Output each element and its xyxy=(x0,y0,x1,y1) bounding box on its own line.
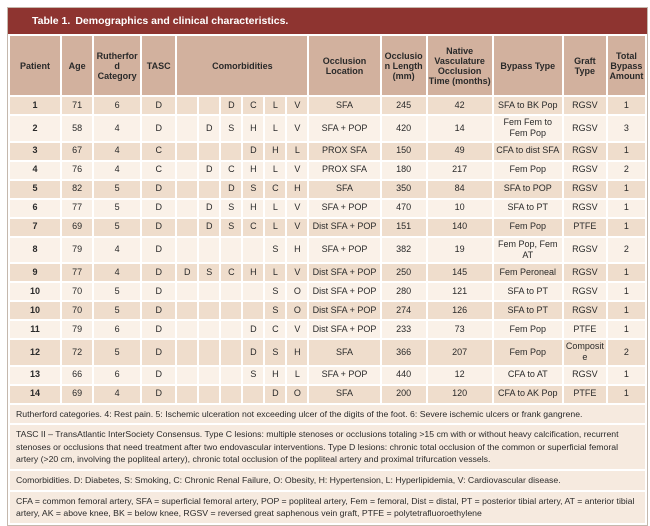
cell-total-bypass: 1 xyxy=(608,181,645,198)
table-row xyxy=(10,340,645,365)
cell-rutherford: 6 xyxy=(94,321,140,338)
cell-age: 77 xyxy=(62,200,92,217)
cell-comorbidity: V xyxy=(287,97,307,114)
footnote: TASC II – TransAtlantic InterSociety Consensus. Type C lesions: multiple stenoses or occlusions totaling >15 cm with or without heavy calcification, recurrent stenoses or occlusions that need treatment after two endovascular interventions. Type D lesions: chronic total occlusion of the common or superficial femoral artery (>20 cm, involving the popliteal artery), chronic total occlusion of the popliteal artery and proximal trifurcation vessels. xyxy=(10,425,645,469)
cell-comorbidity: D xyxy=(221,181,241,198)
cell-tasc: D xyxy=(142,302,175,319)
cell-comorbidity: S xyxy=(221,116,241,141)
cell-occlusion-length: 233 xyxy=(382,321,426,338)
cell-occlusion-location: SFA xyxy=(309,386,379,403)
cell-comorbidity xyxy=(199,321,219,338)
cell-graft-type: Composite xyxy=(564,340,606,365)
cell-tasc: D xyxy=(142,386,175,403)
table-title-caption: Demographics and clinical characteristics. xyxy=(75,15,289,27)
col-header-tasc: TASC xyxy=(142,36,175,95)
cell-comorbidity: D xyxy=(265,386,285,403)
cell-comorbidity xyxy=(199,283,219,300)
cell-rutherford: 4 xyxy=(94,162,140,179)
cell-comorbidity: S xyxy=(199,264,219,281)
cell-comorbidity xyxy=(177,283,197,300)
cell-comorbidity: H xyxy=(265,143,285,160)
table-row xyxy=(10,143,645,160)
cell-total-bypass: 2 xyxy=(608,340,645,365)
cell-comorbidity: S xyxy=(265,283,285,300)
cell-total-bypass: 2 xyxy=(608,238,645,263)
cell-occlusion-length: 420 xyxy=(382,116,426,141)
table-row xyxy=(10,116,645,141)
col-header-comorbidities: Comorbidities xyxy=(177,36,307,95)
cell-rutherford: 5 xyxy=(94,283,140,300)
cell-comorbidity xyxy=(177,219,197,236)
table-row xyxy=(10,386,645,403)
cell-comorbidity: C xyxy=(265,321,285,338)
cell-occlusion-length: 200 xyxy=(382,386,426,403)
cell-occlusion-location: SFA + POP xyxy=(309,200,379,217)
table-row xyxy=(10,238,645,263)
cell-comorbidity xyxy=(221,302,241,319)
cell-total-bypass: 1 xyxy=(608,321,645,338)
cell-patient: 6 xyxy=(10,200,60,217)
cell-comorbidity xyxy=(177,238,197,263)
cell-graft-type: RGSV xyxy=(564,116,606,141)
cell-occlusion-time: 10 xyxy=(428,200,492,217)
table-title-label: Table 1. xyxy=(32,15,71,27)
cell-comorbidity: H xyxy=(265,367,285,384)
cell-patient: 9 xyxy=(10,264,60,281)
col-header-age: Age xyxy=(62,36,92,95)
cell-bypass-type: Fem Pop xyxy=(494,219,562,236)
cell-rutherford: 4 xyxy=(94,116,140,141)
cell-comorbidity xyxy=(221,321,241,338)
cell-comorbidity: D xyxy=(243,143,263,160)
cell-age: 66 xyxy=(62,367,92,384)
cell-comorbidity xyxy=(221,386,241,403)
cell-occlusion-length: 274 xyxy=(382,302,426,319)
cell-comorbidity xyxy=(221,238,241,263)
cell-patient: 8 xyxy=(10,238,60,263)
cell-bypass-type: Fem Pop xyxy=(494,162,562,179)
cell-rutherford: 4 xyxy=(94,264,140,281)
cell-comorbidity: S xyxy=(265,340,285,365)
cell-comorbidity: C xyxy=(243,219,263,236)
cell-occlusion-location: Dist SFA + POP xyxy=(309,321,379,338)
cell-occlusion-time: 126 xyxy=(428,302,492,319)
cell-tasc: D xyxy=(142,116,175,141)
cell-total-bypass: 1 xyxy=(608,264,645,281)
cell-comorbidity: H xyxy=(287,238,307,263)
cell-comorbidity xyxy=(199,97,219,114)
cell-total-bypass: 1 xyxy=(608,143,645,160)
cell-occlusion-length: 366 xyxy=(382,340,426,365)
cell-occlusion-length: 250 xyxy=(382,264,426,281)
cell-rutherford: 5 xyxy=(94,302,140,319)
cell-comorbidity: O xyxy=(287,386,307,403)
cell-total-bypass: 1 xyxy=(608,302,645,319)
cell-tasc: D xyxy=(142,264,175,281)
cell-comorbidity xyxy=(221,367,241,384)
cell-occlusion-time: 121 xyxy=(428,283,492,300)
cell-occlusion-length: 150 xyxy=(382,143,426,160)
cell-comorbidity: L xyxy=(287,367,307,384)
cell-tasc: D xyxy=(142,97,175,114)
cell-patient: 11 xyxy=(10,321,60,338)
cell-comorbidity: C xyxy=(221,162,241,179)
cell-bypass-type: Fem Pop xyxy=(494,340,562,365)
cell-comorbidity: H xyxy=(243,116,263,141)
cell-tasc: D xyxy=(142,181,175,198)
cell-occlusion-time: 84 xyxy=(428,181,492,198)
col-header-patient: Patient xyxy=(10,36,60,95)
cell-occlusion-time: 14 xyxy=(428,116,492,141)
cell-occlusion-length: 382 xyxy=(382,238,426,263)
cell-age: 69 xyxy=(62,219,92,236)
cell-occlusion-length: 470 xyxy=(382,200,426,217)
cell-comorbidity xyxy=(199,367,219,384)
cell-comorbidity: S xyxy=(221,219,241,236)
cell-patient: 10 xyxy=(10,283,60,300)
table-row xyxy=(10,219,645,236)
cell-patient: 12 xyxy=(10,340,60,365)
cell-occlusion-length: 151 xyxy=(382,219,426,236)
cell-comorbidity xyxy=(177,367,197,384)
cell-bypass-type: Fem Pop, Fem AT xyxy=(494,238,562,263)
cell-patient: 5 xyxy=(10,181,60,198)
cell-graft-type: RGSV xyxy=(564,181,606,198)
cell-tasc: D xyxy=(142,283,175,300)
cell-comorbidity xyxy=(243,238,263,263)
cell-comorbidity: S xyxy=(265,238,285,263)
cell-occlusion-location: SFA + POP xyxy=(309,116,379,141)
cell-occlusion-length: 350 xyxy=(382,181,426,198)
table-row xyxy=(10,283,645,300)
cell-comorbidity xyxy=(177,340,197,365)
cell-comorbidity: D xyxy=(243,321,263,338)
cell-graft-type: RGSV xyxy=(564,97,606,114)
cell-age: 79 xyxy=(62,321,92,338)
cell-graft-type: RGSV xyxy=(564,264,606,281)
cell-age: 67 xyxy=(62,143,92,160)
cell-patient: 3 xyxy=(10,143,60,160)
cell-occlusion-time: 145 xyxy=(428,264,492,281)
cell-comorbidity xyxy=(177,200,197,217)
footnote: Comorbidities. D: Diabetes, S: Smoking, C: Chronic Renal Failure, O: Obesity, H: Hypertension, L: Hyperlipidemia, V: Cardiovascular disease. xyxy=(10,471,645,490)
cell-graft-type: RGSV xyxy=(564,162,606,179)
cell-comorbidity xyxy=(177,143,197,160)
cell-occlusion-location: Dist SFA + POP xyxy=(309,219,379,236)
cell-occlusion-location: SFA + POP xyxy=(309,367,379,384)
cell-comorbidity xyxy=(177,162,197,179)
header-row xyxy=(10,36,645,95)
cell-comorbidity xyxy=(221,340,241,365)
cell-patient: 13 xyxy=(10,367,60,384)
table-row xyxy=(10,264,645,281)
cell-comorbidity: S xyxy=(221,200,241,217)
cell-comorbidity: V xyxy=(287,321,307,338)
cell-comorbidity: S xyxy=(265,302,285,319)
cell-graft-type: PTFE xyxy=(564,219,606,236)
cell-graft-type: RGSV xyxy=(564,143,606,160)
cell-rutherford: 4 xyxy=(94,386,140,403)
cell-rutherford: 5 xyxy=(94,219,140,236)
cell-comorbidity xyxy=(177,116,197,141)
cell-graft-type: PTFE xyxy=(564,386,606,403)
cell-occlusion-location: PROX SFA xyxy=(309,143,379,160)
cell-comorbidity: V xyxy=(287,200,307,217)
cell-rutherford: 5 xyxy=(94,200,140,217)
cell-rutherford: 6 xyxy=(94,367,140,384)
cell-comorbidity xyxy=(199,340,219,365)
cell-bypass-type: SFA to POP xyxy=(494,181,562,198)
cell-comorbidity: H xyxy=(243,200,263,217)
cell-comorbidity: V xyxy=(287,264,307,281)
col-header-total-bypass: Total Bypass Amount xyxy=(608,36,645,95)
cell-comorbidity: O xyxy=(287,302,307,319)
table-row xyxy=(10,97,645,114)
cell-comorbidity: V xyxy=(287,162,307,179)
footnote: CFA = common femoral artery, SFA = superficial femoral artery, POP = popliteal artery, Fem = femoral, Dist = distal, PT = posterior tibial artery, AT = anterior tibial artery, AK = above knee, BK = below knee, RGSV = reversed great saphenous vein graft, PTFE = polytetrafluoroethylene xyxy=(10,492,645,523)
table-row xyxy=(10,162,645,179)
cell-occlusion-location: Dist SFA + POP xyxy=(309,264,379,281)
cell-graft-type: RGSV xyxy=(564,283,606,300)
cell-age: 70 xyxy=(62,302,92,319)
cell-tasc: D xyxy=(142,340,175,365)
cell-age: 79 xyxy=(62,238,92,263)
cell-bypass-type: CFA to dist SFA xyxy=(494,143,562,160)
cell-occlusion-location: SFA xyxy=(309,340,379,365)
cell-age: 77 xyxy=(62,264,92,281)
cell-tasc: D xyxy=(142,200,175,217)
cell-total-bypass: 1 xyxy=(608,386,645,403)
cell-occlusion-location: SFA + POP xyxy=(309,238,379,263)
cell-total-bypass: 1 xyxy=(608,219,645,236)
col-header-occlusion-location: Occlusion Location xyxy=(309,36,379,95)
cell-patient: 1 xyxy=(10,97,60,114)
cell-graft-type: RGSV xyxy=(564,200,606,217)
cell-patient: 10 xyxy=(10,302,60,319)
cell-rutherford: 6 xyxy=(94,97,140,114)
col-header-bypass-type: Bypass Type xyxy=(494,36,562,95)
cell-age: 76 xyxy=(62,162,92,179)
cell-bypass-type: CFA to AT xyxy=(494,367,562,384)
cell-comorbidity: L xyxy=(265,200,285,217)
cell-comorbidity: L xyxy=(265,116,285,141)
cell-comorbidity: D xyxy=(199,200,219,217)
table-card xyxy=(7,7,648,526)
cell-occlusion-length: 440 xyxy=(382,367,426,384)
cell-total-bypass: 1 xyxy=(608,200,645,217)
cell-comorbidity: L xyxy=(265,219,285,236)
cell-bypass-type: SFA to PT xyxy=(494,283,562,300)
cell-age: 70 xyxy=(62,283,92,300)
cell-comorbidity xyxy=(221,143,241,160)
cell-age: 72 xyxy=(62,340,92,365)
cell-occlusion-time: 19 xyxy=(428,238,492,263)
table-row xyxy=(10,302,645,319)
cell-comorbidity xyxy=(199,143,219,160)
cell-graft-type: RGSV xyxy=(564,238,606,263)
cell-comorbidity xyxy=(177,386,197,403)
cell-occlusion-location: SFA xyxy=(309,181,379,198)
cell-bypass-type: SFA to PT xyxy=(494,302,562,319)
cell-total-bypass: 1 xyxy=(608,367,645,384)
cell-comorbidity: D xyxy=(221,97,241,114)
cell-occlusion-time: 73 xyxy=(428,321,492,338)
cell-comorbidity xyxy=(199,238,219,263)
cell-comorbidity: C xyxy=(221,264,241,281)
cell-bypass-type: Fem Peroneal xyxy=(494,264,562,281)
cell-comorbidity: O xyxy=(287,283,307,300)
cell-comorbidity: S xyxy=(243,367,263,384)
cell-rutherford: 4 xyxy=(94,143,140,160)
cell-comorbidity: C xyxy=(243,97,263,114)
cell-occlusion-time: 140 xyxy=(428,219,492,236)
table-row xyxy=(10,200,645,217)
cell-occlusion-time: 42 xyxy=(428,97,492,114)
cell-comorbidity: D xyxy=(177,264,197,281)
cell-occlusion-length: 180 xyxy=(382,162,426,179)
cell-rutherford: 5 xyxy=(94,181,140,198)
cell-comorbidity: D xyxy=(199,116,219,141)
cell-total-bypass: 3 xyxy=(608,116,645,141)
cell-occlusion-location: PROX SFA xyxy=(309,162,379,179)
cell-bypass-type: CFA to AK Pop xyxy=(494,386,562,403)
cell-comorbidity xyxy=(177,321,197,338)
cell-comorbidity xyxy=(199,386,219,403)
cell-comorbidity xyxy=(177,97,197,114)
cell-total-bypass: 1 xyxy=(608,283,645,300)
col-header-graft-type: Graft Type xyxy=(564,36,606,95)
cell-tasc: D xyxy=(142,219,175,236)
cell-comorbidity xyxy=(243,302,263,319)
cell-age: 71 xyxy=(62,97,92,114)
cell-total-bypass: 2 xyxy=(608,162,645,179)
cell-comorbidity: S xyxy=(243,181,263,198)
cell-comorbidity: C xyxy=(265,181,285,198)
cell-occlusion-length: 245 xyxy=(382,97,426,114)
cell-comorbidity xyxy=(243,386,263,403)
cell-comorbidity: D xyxy=(199,219,219,236)
cell-comorbidity: L xyxy=(287,143,307,160)
footnotes-section xyxy=(8,405,647,523)
cell-tasc: D xyxy=(142,321,175,338)
cell-occlusion-location: Dist SFA + POP xyxy=(309,283,379,300)
cell-comorbidity xyxy=(199,302,219,319)
cell-graft-type: RGSV xyxy=(564,302,606,319)
cell-graft-type: PTFE xyxy=(564,321,606,338)
cell-occlusion-location: Dist SFA + POP xyxy=(309,302,379,319)
cell-comorbidity xyxy=(177,181,197,198)
table-body xyxy=(10,97,645,403)
cell-comorbidity xyxy=(243,283,263,300)
cell-age: 82 xyxy=(62,181,92,198)
cell-bypass-type: SFA to BK Pop xyxy=(494,97,562,114)
cell-comorbidity: L xyxy=(265,162,285,179)
cell-occlusion-length: 280 xyxy=(382,283,426,300)
demographics-table xyxy=(8,34,647,405)
cell-tasc: D xyxy=(142,367,175,384)
cell-comorbidity: L xyxy=(265,97,285,114)
cell-comorbidity: V xyxy=(287,116,307,141)
cell-tasc: D xyxy=(142,238,175,263)
table-row xyxy=(10,367,645,384)
cell-comorbidity: H xyxy=(287,181,307,198)
cell-comorbidity: L xyxy=(265,264,285,281)
cell-bypass-type: Fem Fem to Fem Pop xyxy=(494,116,562,141)
cell-occlusion-time: 207 xyxy=(428,340,492,365)
cell-rutherford: 4 xyxy=(94,238,140,263)
cell-bypass-type: Fem Pop xyxy=(494,321,562,338)
cell-comorbidity: D xyxy=(199,162,219,179)
col-header-occlusion-length: Occlusion Length (mm) xyxy=(382,36,426,95)
cell-patient: 4 xyxy=(10,162,60,179)
cell-comorbidity xyxy=(221,283,241,300)
cell-patient: 7 xyxy=(10,219,60,236)
col-header-occlusion-time: Native Vasculature Occlusion Time (months) xyxy=(428,36,492,95)
cell-comorbidity: H xyxy=(243,162,263,179)
cell-comorbidity: V xyxy=(287,219,307,236)
cell-comorbidity: H xyxy=(243,264,263,281)
cell-bypass-type: SFA to PT xyxy=(494,200,562,217)
table-title-bar xyxy=(8,8,647,34)
cell-occlusion-location: SFA xyxy=(309,97,379,114)
cell-comorbidity: D xyxy=(243,340,263,365)
cell-comorbidity xyxy=(199,181,219,198)
col-header-rutherford: Rutherford Category xyxy=(94,36,140,95)
cell-comorbidity: H xyxy=(287,340,307,365)
cell-patient: 2 xyxy=(10,116,60,141)
cell-graft-type: RGSV xyxy=(564,367,606,384)
cell-tasc: C xyxy=(142,143,175,160)
cell-age: 58 xyxy=(62,116,92,141)
table-row xyxy=(10,321,645,338)
cell-occlusion-time: 120 xyxy=(428,386,492,403)
cell-comorbidity xyxy=(177,302,197,319)
cell-occlusion-time: 49 xyxy=(428,143,492,160)
cell-total-bypass: 1 xyxy=(608,97,645,114)
cell-age: 69 xyxy=(62,386,92,403)
cell-occlusion-time: 12 xyxy=(428,367,492,384)
cell-tasc: C xyxy=(142,162,175,179)
footnote: Rutherford categories. 4: Rest pain. 5: Ischemic ulceration not exceeding ulcer of the digits of the foot. 6: Severe ischemic ulcers or frank gangrene. xyxy=(10,405,645,424)
cell-patient: 14 xyxy=(10,386,60,403)
cell-occlusion-time: 217 xyxy=(428,162,492,179)
cell-rutherford: 5 xyxy=(94,340,140,365)
table-row xyxy=(10,181,645,198)
